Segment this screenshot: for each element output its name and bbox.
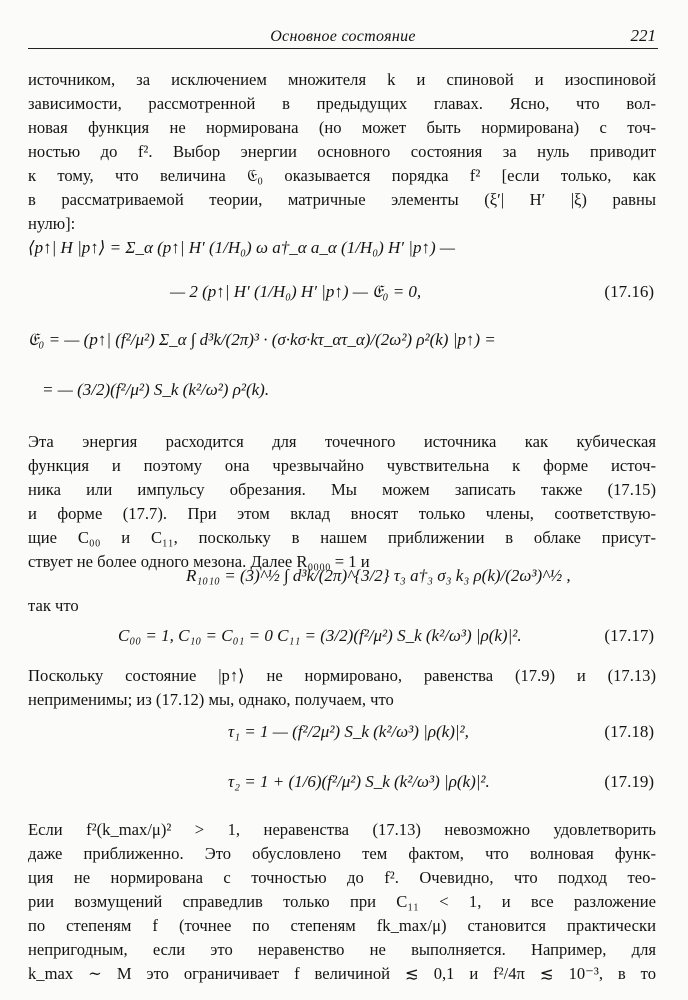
equation-number-17-16: (17.16) bbox=[604, 282, 654, 301]
equation-17-16-line-4: = — (3/2)(f²/μ²) S_k (k²/ω²) ρ²(k). bbox=[42, 380, 270, 399]
text-line: и форме (17.7). При этом вклад вносят только члены, соответствую- bbox=[28, 504, 656, 523]
paragraph-4 bbox=[28, 818, 656, 986]
text-line: ция не нормирована с точностью до f². Очевидно, что подход тео- bbox=[28, 868, 656, 887]
text-line: функция и поэтому она чрезвычайно чувствительна к форме источ- bbox=[28, 456, 656, 475]
text-line: новая функция не нормирована (но может быть нормирована) с точ- bbox=[28, 118, 656, 137]
equation-r1010: R₁₀₁₀ = (3)^½ ∫ d³k/(2π)^{3/2} τ₃ a†₃ σ₃ k₃ ρ(k)/(2ω³)^½ , bbox=[186, 566, 571, 585]
text-line: по степеням f (точнее по степеням fk_max/μ) становится практически bbox=[28, 916, 656, 935]
text-line: так что bbox=[28, 596, 79, 615]
equation-number-17-17: (17.17) bbox=[604, 626, 654, 645]
equation-17-18: τ₁ = 1 — (f²/2μ²) S_k (k²/ω³) |ρ(k)|², bbox=[228, 722, 469, 741]
text-line: к тому, что величина 𝔈₀ оказывается порядка f² [если только, как bbox=[28, 166, 656, 185]
equation-number-17-18: (17.18) bbox=[604, 722, 654, 741]
text-line: щие C₀₀ и C₁₁, поскольку в нашем приближении в облаке присут- bbox=[28, 528, 656, 547]
text-line: источником, за исключением множителя k и спиновой и изоспиновой bbox=[28, 70, 656, 89]
page-number: 221 bbox=[630, 26, 656, 45]
equation-17-17: C₀₀ = 1, C₁₀ = C₀₁ = 0 C₁₁ = (3/2)(f²/μ²) S_k (k²/ω³) |ρ(k)|². bbox=[118, 626, 522, 645]
text-line: k_max ∼ M это ограничивает f величиной ≲ 0,1 и f²/4π ≲ 10⁻³, в то bbox=[28, 964, 656, 983]
text-line: нулю]: bbox=[28, 214, 76, 233]
text-line: рии возмущений справедлив только при C₁₁ < 1, и все разложение bbox=[28, 892, 656, 911]
equation-17-16-line-1: ⟨p↑| H |p↑⟩ = Σ_α (p↑| H′ (1/H₀) ω a†_α a_α (1/H₀) H′ |p↑) — bbox=[28, 238, 455, 257]
text-line: Если f²(k_max/μ)² > 1, неравенства (17.13) невозможно удовлетворить bbox=[28, 820, 656, 839]
page-header bbox=[28, 26, 658, 49]
text-line: в рассматриваемой теории, матричные элементы (ξ′| H′ |ξ) равны bbox=[28, 190, 656, 209]
equation-number-17-19: (17.19) bbox=[604, 772, 654, 791]
equation-17-16-line-3: 𝔈₀ = — (p↑| (f²/μ²) Σ_α ∫ d³k/(2π)³ · (σ·kσ·kτ_ατ_α)/(2ω²) ρ²(k) |p↑) = bbox=[28, 330, 496, 349]
paragraph-tak-chto bbox=[28, 594, 656, 618]
running-title: Основное состояние bbox=[270, 28, 416, 45]
text-line: ника или импульсу обрезания. Мы можем записать также (17.15) bbox=[28, 480, 656, 499]
text-line: Поскольку состояние |p↑⟩ не нормировано, равенства (17.9) и (17.13) bbox=[28, 666, 656, 685]
text-line: ствует не более одного мезона. Далее R₀₀₀₀ = 1 и bbox=[28, 552, 370, 571]
text-line: зависимости, рассмотренной в предыдущих главах. Ясно, что вол- bbox=[28, 94, 656, 113]
equation-17-19: τ₂ = 1 + (1/6)(f²/μ²) S_k (k²/ω³) |ρ(k)|². bbox=[228, 772, 490, 791]
paragraph-2 bbox=[28, 430, 656, 574]
text-line: неприменимы; из (17.12) мы, однако, получаем, что bbox=[28, 690, 394, 709]
text-line: Эта энергия расходится для точечного источника как кубическая bbox=[28, 432, 656, 451]
text-line: даже приближенно. Это обусловлено тем фактом, что волновая функ- bbox=[28, 844, 656, 863]
paragraph-1 bbox=[28, 68, 656, 236]
paragraph-3 bbox=[28, 664, 656, 712]
text-line: непригодным, если это неравенство не выполняется. Например, для bbox=[28, 940, 656, 959]
text-line: ностью до f². Выбор энергии основного состояния за нуль приводит bbox=[28, 142, 656, 161]
equation-17-16-line-2: — 2 (p↑| H′ (1/H₀) H′ |p↑) — 𝔈₀ = 0, bbox=[170, 282, 422, 301]
